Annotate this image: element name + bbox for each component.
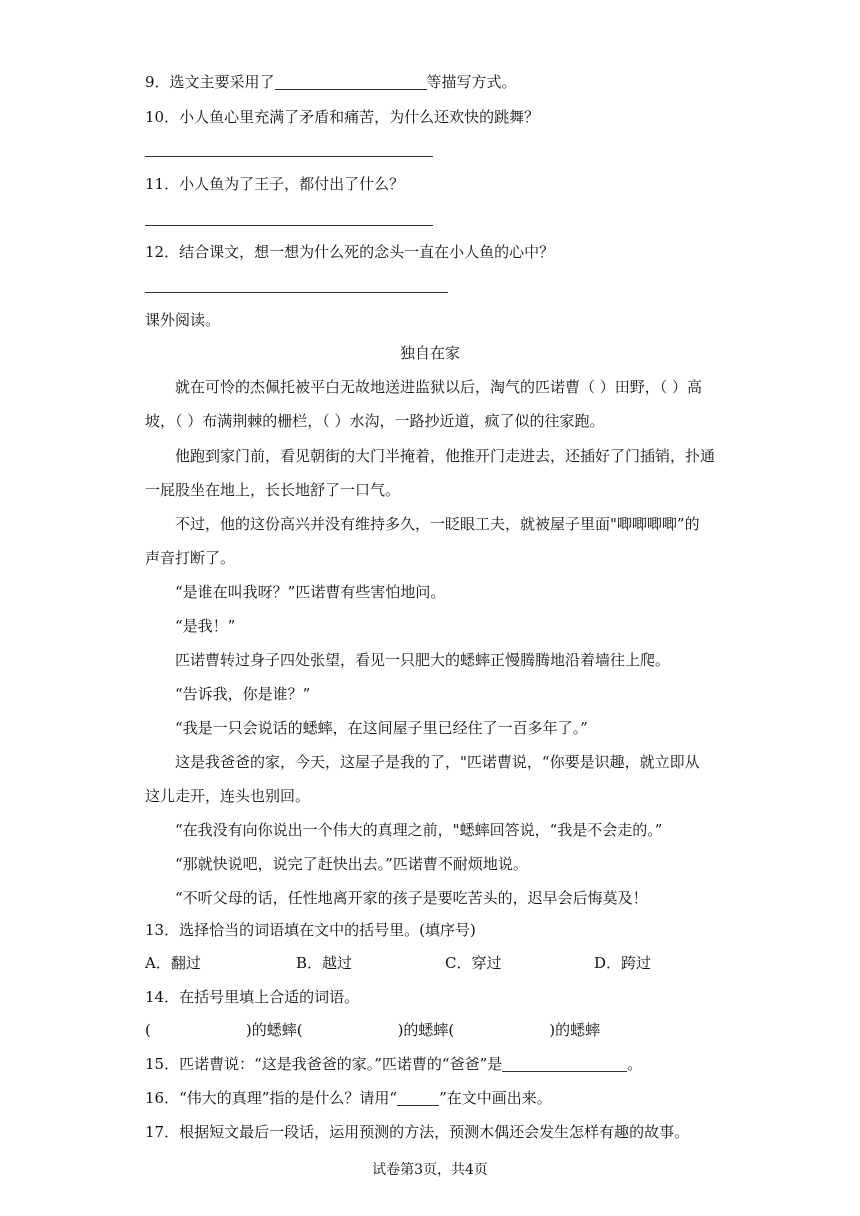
passage-line: 坡，（ ）布满荆棘的栅栏，（ ）水沟，一路抄近道，疯了似的往家跑。 [145, 412, 605, 430]
passage-line: “是我！” [175, 617, 236, 635]
question-9 [145, 72, 517, 92]
passage-line: “告诉我，你是谁？” [175, 685, 311, 703]
passage-line: “是谁在叫我呀？”匹诺曹有些害怕地问。 [175, 583, 446, 601]
fill-text: ( [145, 1021, 151, 1039]
question-17: 17．根据短文最后一段话，运用预测的方法，预测木偶还会发生怎样有趣的故事。 [145, 1123, 690, 1141]
passage-line: “在我没有向你说出一个伟大的真理之前，"蟋蟀回答说，“我是不会走的。” [175, 821, 663, 839]
question-13: 13．选择恰当的词语填在文中的括号里。(填序号) [145, 921, 476, 939]
passage-line: 这儿走开，连头也别回。 [145, 787, 311, 805]
fill-text: )的蟋蟀( [397, 1021, 455, 1039]
question-15-suffix: 。 [627, 1055, 643, 1073]
answer-line-10[interactable] [145, 156, 433, 157]
answer-line-12[interactable] [145, 292, 448, 293]
passage-line: 声音打断了。 [145, 549, 236, 567]
section-heading: 课外阅读。 [145, 311, 221, 329]
underline-sample [397, 1089, 439, 1106]
answer-line-11[interactable] [145, 225, 433, 226]
fill-text: )的蟋蟀 [549, 1021, 601, 1039]
question-16-text: 16．“伟大的真理”指的是什么？请用“ [145, 1089, 398, 1107]
question-9-text: 9．选文主要采用了 [145, 73, 275, 91]
question-15-text: 15．匹诺曹说：“这是我爸爸的家。”匹诺曹的“爸爸”是 [145, 1055, 503, 1073]
passage-line: 不过，他的这份高兴并没有维持多久，一眨眼工夫，就被屋子里面"唧唧唧唧”的 [175, 515, 700, 533]
option-b[interactable]: B．越过 [296, 954, 353, 972]
passage-line: “我是一只会说话的蟋蟀，在这间屋子里已经住了一百多年了。” [175, 719, 588, 737]
option-a[interactable]: A．翻过 [145, 954, 201, 972]
passage-line: 这是我爸爸的家，今天，这屋子是我的了，"匹诺曹说，“你要是识趣，就立即从 [175, 753, 700, 771]
question-16 [145, 1088, 552, 1108]
passage-line: “那就快说吧，说完了赶快出去。”匹诺曹不耐烦地说。 [175, 855, 528, 873]
answer-blank-15[interactable] [502, 1055, 627, 1072]
question-9-suffix: 等描写方式。 [426, 73, 517, 91]
passage-line: 他跑到家门前，看见朝街的大门半掩着，他推开门走进去，还插好了门插销，扑通 [175, 447, 716, 465]
passage-title: 独自在家 [399, 344, 460, 362]
question-15 [145, 1054, 642, 1074]
fill-text: )的蟋蟀( [245, 1021, 303, 1039]
passage-line: 一屁股坐在地上，长长地舒了一口气。 [145, 481, 401, 499]
passage-line: 匹诺曹转过身子四处张望，看见一只肥大的蟋蟀正慢腾腾地沿着墙往上爬。 [175, 651, 671, 669]
question-14: 14．在括号里填上合适的词语。 [145, 988, 360, 1006]
option-c[interactable]: C．穿过 [445, 954, 502, 972]
answer-blank-9[interactable] [275, 73, 427, 90]
question-10: 10．小人鱼心里充满了矛盾和痛苦，为什么还欢快的跳舞？ [145, 108, 540, 126]
option-d[interactable]: D．跨过 [594, 954, 652, 972]
question-14-fill [145, 1020, 600, 1040]
question-11: 11．小人鱼为了王子，都付出了什么？ [145, 175, 405, 193]
question-12: 12．结合课文，想一想为什么死的念头一直在小人鱼的心中？ [145, 243, 555, 261]
question-16-suffix: ”在文中画出来。 [439, 1089, 552, 1107]
passage-line: “不听父母的话，任性地离开家的孩子是要吃苦头的，迟早会后悔莫及！ [175, 889, 648, 907]
page-footer: 试卷第3页，共4页 [372, 1162, 488, 1178]
passage-line: 就在可怜的杰佩托被平白无故地送进监狱以后，淘气的匹诺曹（ ）田野，（ ）高 [175, 378, 703, 396]
